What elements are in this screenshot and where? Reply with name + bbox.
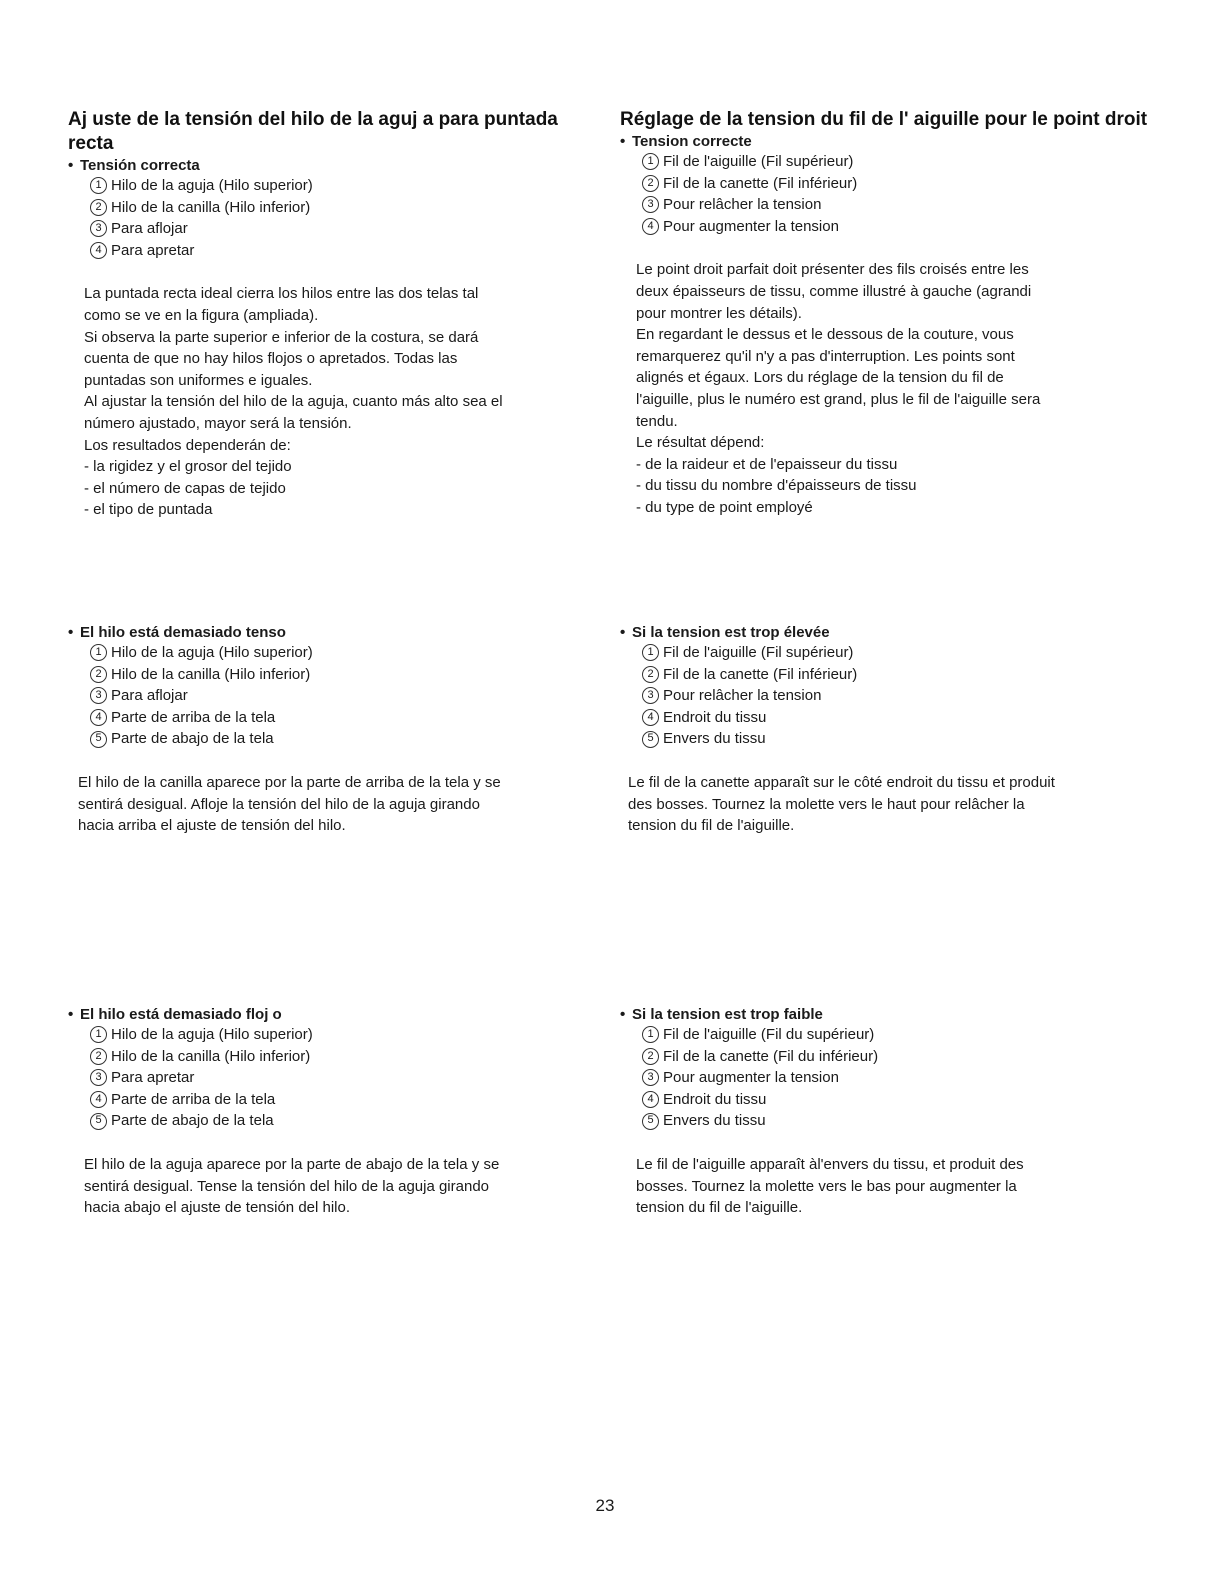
- es-tight-body: El hilo de la canilla aparece por la parte de arriba de la tela y se sentirá desigual. Afloje la tensión del hilo de la aguja girando hacia arriba el ajuste de tensión del hilo.: [78, 773, 501, 835]
- fr-correct-heading: • Tension correcte: [620, 133, 752, 150]
- circled-number-icon: 2: [90, 666, 107, 683]
- es-tight-section: [68, 623, 598, 837]
- circled-number-icon: 1: [642, 644, 659, 661]
- circled-number-icon: 4: [642, 709, 659, 726]
- fr-loose-heading: • Si la tension est trop faible: [620, 1006, 823, 1023]
- circled-number-icon: 3: [642, 687, 659, 704]
- list-item: 4 Endroit du tissu: [642, 1089, 1150, 1111]
- circled-number-icon: 5: [90, 1113, 107, 1130]
- es-loose-list: [68, 1024, 598, 1132]
- es-correct-list: [68, 175, 598, 261]
- es-loose-section: [68, 1005, 598, 1219]
- fr-page-title: Réglage de la tension du fil de l' aiguille pour le point droit: [620, 109, 1148, 130]
- list-item: 1 Fil de l'aiguille (Fil supérieur): [642, 151, 1150, 173]
- fr-loose-body: Le fil de l'aiguille apparaît àl'envers du tissu, et produit des bosses. Tournez la molette vers le bas pour augmenter la tension du fil de l'aiguille.: [636, 1155, 1024, 1217]
- circled-number-icon: 3: [90, 687, 107, 704]
- circled-number-icon: 4: [90, 1091, 107, 1108]
- fr-tight-list: [620, 642, 1150, 750]
- fr-correct-list: [620, 151, 1150, 237]
- es-tight-list: [68, 642, 598, 750]
- fr-correct-section: [620, 108, 1150, 519]
- list-item: 2 Fil de la canette (Fil inférieur): [642, 173, 1150, 195]
- circled-number-icon: 1: [642, 1026, 659, 1043]
- es-tight-heading: • El hilo está demasiado tenso: [68, 624, 286, 641]
- list-item: 5 Envers du tissu: [642, 1110, 1150, 1132]
- es-loose-body: El hilo de la aguja aparece por la parte de abajo de la tela y se sentirá desigual. Tense la tensión del hilo de la aguja girando hacia abajo el ajuste de tensión del hilo.: [84, 1155, 500, 1217]
- fr-tight-body: Le fil de la canette apparaît sur le côté endroit du tissu et produit des bosses. Tournez la molette vers le haut pour relâcher la tension du fil de l'aiguille.: [628, 773, 1055, 835]
- list-item: 2 Fil de la canette (Fil du inférieur): [642, 1046, 1150, 1068]
- circled-number-icon: 1: [90, 1026, 107, 1043]
- circled-number-icon: 3: [90, 1069, 107, 1086]
- list-item: 5 Parte de abajo de la tela: [90, 728, 598, 750]
- list-item: 5 Envers du tissu: [642, 728, 1150, 750]
- list-item: 4 Parte de arriba de la tela: [90, 1089, 598, 1111]
- es-correct-body: La puntada recta ideal cierra los hilos entre las dos telas tal como se ve en la figura (ampliada). Si observa la parte superior e inferior de la costura, se dará cuenta de que no hay hilos flojos o apretados. Todas las puntadas son uniformes e iguales. Al ajustar la tensión del hilo de la aguja, cuanto más alto sea el número ajustado, mayor será la tensión. Los resultados dependerán de: - la rigidez y el grosor del tejido - el número de capas de tejido - el tipo de puntada: [84, 285, 503, 519]
- list-item: 3 Pour relâcher la tension: [642, 194, 1150, 216]
- circled-number-icon: 2: [90, 199, 107, 216]
- circled-number-icon: 3: [90, 220, 107, 237]
- circled-number-icon: 4: [90, 709, 107, 726]
- es-loose-heading: • El hilo está demasiado floj o: [68, 1006, 282, 1023]
- circled-number-icon: 1: [90, 644, 107, 661]
- fr-tight-heading: • Si la tension est trop élevée: [620, 624, 830, 641]
- circled-number-icon: 2: [642, 666, 659, 683]
- list-item: 4 Endroit du tissu: [642, 707, 1150, 729]
- list-item: 4 Para apretar: [90, 240, 598, 262]
- list-item: 3 Pour relâcher la tension: [642, 685, 1150, 707]
- list-item: 3 Para aflojar: [90, 218, 598, 240]
- circled-number-icon: 3: [642, 1069, 659, 1086]
- circled-number-icon: 2: [642, 1048, 659, 1065]
- fr-correct-body: Le point droit parfait doit présenter des fils croisés entre les deux épaisseurs de tissu, comme illustré à gauche (agrandi pour montrer les détails). En regardant le dessus et le dessous de la couture, vous remarquerez qu'il n'y a pas d'interruption. Les points sont alignés et égaux. Lors du réglage de la tension du fil de l'aiguille, plus le numéro est grand, plus le fil de l'aiguille sera tendu. Le résultat dépend: - de la raideur et de l'epaisseur du tissu - du tissu du nombre d'épaisseurs de tissu - du type de point employé: [636, 261, 1041, 516]
- circled-number-icon: 5: [90, 731, 107, 748]
- list-item: 2 Hilo de la canilla (Hilo inferior): [90, 664, 598, 686]
- list-item: 1 Hilo de la aguja (Hilo superior): [90, 175, 598, 197]
- list-item: 4 Pour augmenter la tension: [642, 216, 1150, 238]
- es-correct-heading: • Tensión correcta: [68, 157, 200, 174]
- circled-number-icon: 5: [642, 731, 659, 748]
- es-page-title: Aj uste de la tensión del hilo de la aguj a para puntada recta: [68, 109, 558, 154]
- list-item: 3 Pour augmenter la tension: [642, 1067, 1150, 1089]
- list-item: 1 Hilo de la aguja (Hilo superior): [90, 642, 598, 664]
- page-number: 23: [595, 1496, 615, 1515]
- list-item: 1 Fil de l'aiguille (Fil supérieur): [642, 642, 1150, 664]
- list-item: 3 Para aflojar: [90, 685, 598, 707]
- circled-number-icon: 4: [642, 1091, 659, 1108]
- fr-loose-list: [620, 1024, 1150, 1132]
- list-item: 2 Hilo de la canilla (Hilo inferior): [90, 197, 598, 219]
- fr-loose-section: [620, 1005, 1150, 1219]
- circled-number-icon: 2: [642, 175, 659, 192]
- list-item: 3 Para apretar: [90, 1067, 598, 1089]
- list-item: 2 Fil de la canette (Fil inférieur): [642, 664, 1150, 686]
- circled-number-icon: 2: [90, 1048, 107, 1065]
- circled-number-icon: 4: [90, 242, 107, 259]
- circled-number-icon: 5: [642, 1113, 659, 1130]
- circled-number-icon: 1: [90, 177, 107, 194]
- list-item: 4 Parte de arriba de la tela: [90, 707, 598, 729]
- circled-number-icon: 4: [642, 218, 659, 235]
- list-item: 5 Parte de abajo de la tela: [90, 1110, 598, 1132]
- circled-number-icon: 3: [642, 196, 659, 213]
- circled-number-icon: 1: [642, 153, 659, 170]
- es-correct-section: [68, 108, 598, 521]
- fr-tight-section: [620, 623, 1150, 837]
- list-item: 1 Hilo de la aguja (Hilo superior): [90, 1024, 598, 1046]
- list-item: 2 Hilo de la canilla (Hilo inferior): [90, 1046, 598, 1068]
- list-item: 1 Fil de l'aiguille (Fil du supérieur): [642, 1024, 1150, 1046]
